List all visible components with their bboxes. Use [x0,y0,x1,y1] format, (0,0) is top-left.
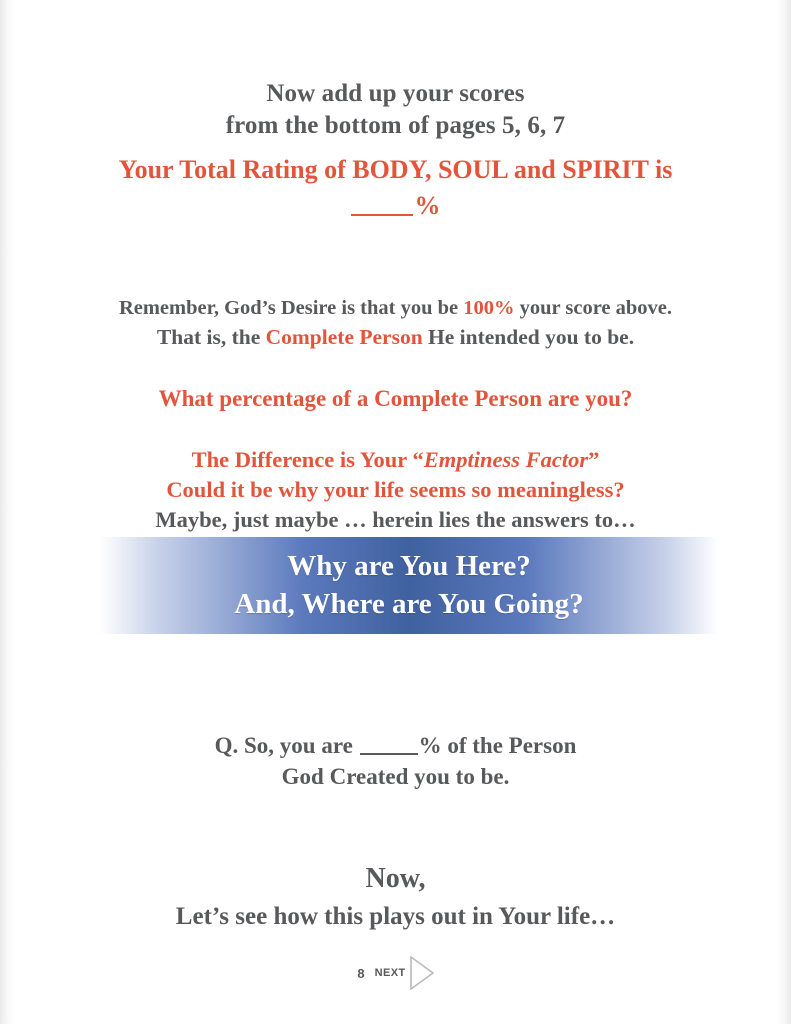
next-button[interactable] [375,956,434,990]
banner-line-1: Why are You Here? [287,550,531,583]
remember-line1-highlight: 100% [463,296,515,319]
total-score-blank[interactable] [351,188,413,216]
emptiness-factor-term: Emptiness Factor [423,446,589,472]
total-rating-blank-line [0,188,791,222]
remember-line2 [0,324,791,352]
difference-line1-pre: The Difference is Your “ [191,446,424,472]
intro-line-2: from the bottom of pages 5, 6, 7 [225,112,566,139]
banner-line-2: And, Where are You Going? [234,587,584,620]
highlight-banner [100,537,718,634]
remember-line1-post: your score above. [514,296,673,319]
remember-line2-pre: That is, the [156,324,266,349]
difference-line2: Could it be why your life seems so meaningless? [166,476,625,502]
remember-line2-post: He intended you to be. [422,324,635,349]
percent-symbol: % [414,191,441,221]
next-label: NEXT [374,967,406,979]
q-line1-post: % of the Person [418,733,577,759]
total-rating-line: Your Total Rating of BODY, SOUL and SPIRIT is [118,155,673,184]
percentage-question: What percentage of a Complete Person are you? [158,386,633,412]
closing-now: Now, [365,862,426,894]
q-line1-pre: Q. So, you are [214,733,359,759]
difference-line1-post: ” [588,446,600,472]
page-footer [0,956,791,990]
remember-line2-highlight: Complete Person [265,324,423,349]
page-number: 8 [357,965,365,981]
difference-block [0,446,791,535]
closing-line: Let’s see how this plays out in Your life… [175,902,616,930]
remember-line1-pre: Remember, God’s Desire is that you be [118,296,464,319]
q-line2: God Created you to be. [281,763,510,789]
total-rating-heading [0,153,791,223]
intro-heading [0,78,791,142]
q-block [0,731,791,791]
intro-line-1: Now add up your scores [266,80,525,107]
remember-paragraph [0,295,791,352]
triangle-right-icon [410,956,434,990]
difference-line3: Maybe, just maybe … herein lies the answers to… [155,507,636,533]
q-score-blank[interactable] [360,731,418,755]
